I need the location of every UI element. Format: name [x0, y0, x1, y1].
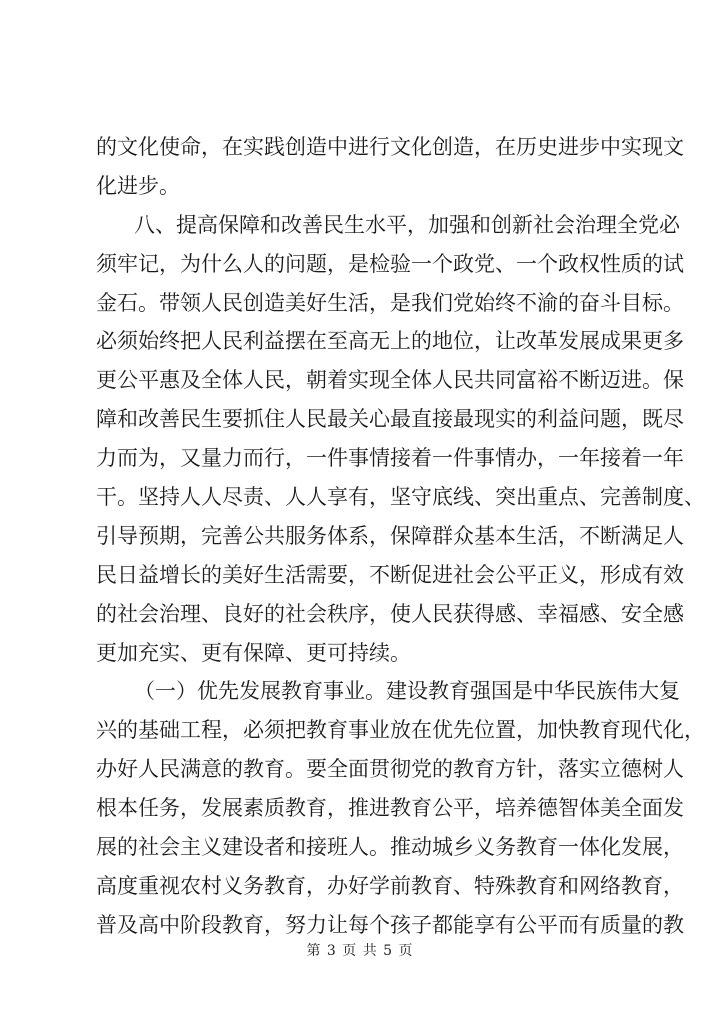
text-line: 金石。带领人民创造美好生活，是我们党始终不渝的奋斗目标。: [96, 290, 684, 315]
text-line: 更加充实、更有保障、更可持续。: [96, 640, 411, 665]
text-line: 化进步。: [96, 173, 180, 198]
paragraph-start-line: 八、提高保障和改善民生水平，加强和创新社会治理全党必: [134, 212, 680, 237]
text-line: 必须始终把人民利益摆在至高无上的地位，让改革发展成果更多: [96, 329, 684, 354]
text-line: 根本任务，发展素质教育，推进教育公平，培养德智体美全面发: [96, 796, 684, 821]
text-line: 展的社会主义建设者和接班人。推动城乡义务教育一体化发展，: [96, 835, 684, 860]
text-line: 更公平惠及全体人民，朝着实现全体人民共同富裕不断迈进。保: [96, 368, 684, 393]
text-line: 引导预期，完善公共服务体系，保障群众基本生活，不断满足人: [96, 523, 684, 548]
page-number: 第 3 页 共 5 页: [306, 943, 414, 959]
text-line: 办好人民满意的教育。要全面贯彻党的教育方针，落实立德树人: [96, 757, 684, 782]
text-line: 的社会治理、良好的社会秩序，使人民获得感、幸福感、安全感: [96, 601, 684, 626]
paragraph-start-line: （一）优先发展教育事业。建设教育强国是中华民族伟大复: [134, 679, 680, 704]
text-line: 障和改善民生要抓住人民最关心最直接最现实的利益问题，既尽: [96, 407, 684, 432]
text-line: 须牢记，为什么人的问题，是检验一个政党、一个政权性质的试: [96, 251, 684, 276]
text-line: 民日益增长的美好生活需要，不断促进社会公平正义，形成有效: [96, 562, 684, 587]
text-line: 普及高中阶段教育，努力让每个孩子都能享有公平而有质量的教: [96, 912, 684, 937]
text-line: 的文化使命，在实践创造中进行文化创造，在历史进步中实现文: [96, 135, 684, 159]
text-line: 兴的基础工程，必须把教育事业放在优先位置，加快教育现代化，: [96, 718, 705, 743]
text-line: 高度重视农村义务教育，办好学前教育、特殊教育和网络教育，: [96, 873, 684, 898]
text-line: 干。坚持人人尽责、人人享有，坚守底线、突出重点、完善制度、: [96, 485, 705, 510]
text-line: 力而为，又量力而行，一件事情接着一件事情办，一年接着一年: [96, 446, 684, 471]
document-body: [96, 128, 705, 945]
